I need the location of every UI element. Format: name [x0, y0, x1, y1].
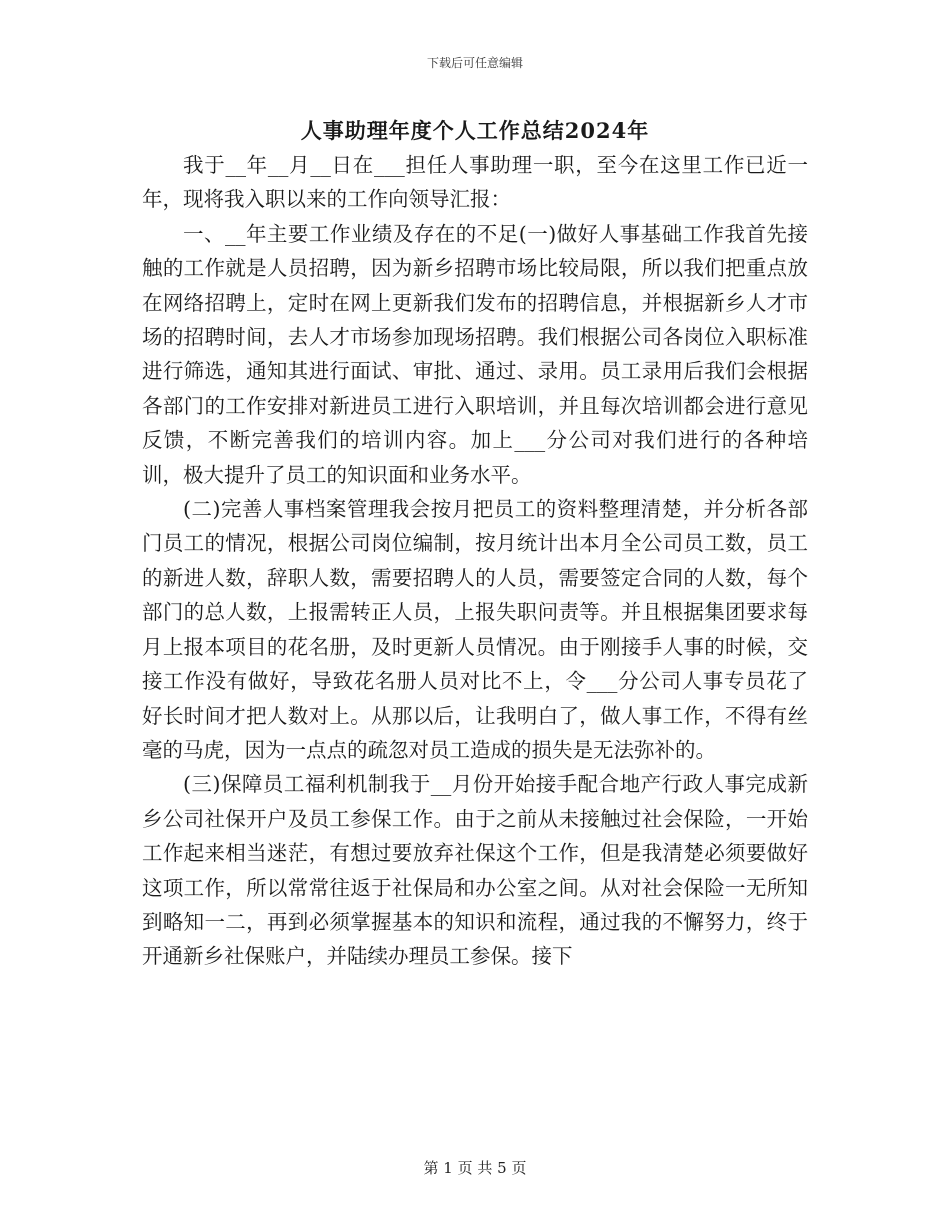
paragraph-archives: (二)完善人事档案管理我会按月把员工的资料整理清楚，并分析各部门员工的情况，根据公司岗位编制，按月统计出本月全公司员工数，员工的新进人数，辞职人数，需要招聘人的人员，需要签定合同的人数，每个部门的总人数，上报需转正人员，上报失职问责等。并且根据集团要求每月上报本项目的花名册，及时更新人员情况。由于刚接手人事的时候，交接工作没有做好，导致花名册人员对比不上，令___分公司人事专员花了好长时间才把人数对上。从那以后，让我明白了，做人事工作，不得有丝毫的马虎，因为一点点的疏忽对员工造成的损失是无法弥补的。: [142, 497, 808, 762]
document-body: [142, 148, 808, 974]
paragraph-intro: 我于__年__月__日在___担任人事助理一职，至今在这里工作已近一年，现将我入职以来的工作向领导汇报：: [142, 153, 808, 212]
page-header-note: 下载后可任意编辑: [426, 56, 523, 70]
document-title: 人事助理年度个人工作总结2024年: [300, 118, 650, 143]
paragraph-recruitment: 一、__年主要工作业绩及存在的不足(一)做好人事基础工作我首先接触的工作就是人员招聘，因为新乡招聘市场比较局限，所以我们把重点放在网络招聘上，定时在网上更新我们发布的招聘信息，并根据新乡人才市场的招聘时间，去人才市场参加现场招聘。我们根据公司各岗位入职标准进行筛选，通知其进行面试、审批、通过、录用。员工录用后我们会根据各部门的工作安排对新进员工进行入职培训，并且每次培训都会进行意见反馈，不断完善我们的培训内容。加上___分公司对我们进行的各种培训，极大提升了员工的知识面和业务水平。: [142, 221, 808, 487]
page-number-footer: 第 1 页 共 5 页: [423, 1159, 527, 1177]
paragraph-welfare: (三)保障员工福利机制我于__月份开始接手配合地产行政人事完成新乡公司社保开户及员工参保工作。由于之前从未接触过社会保险，一开始工作起来相当迷茫，有想过要放弃社保这个工作，但是我清楚必须要做好这项工作，所以常常往返于社保局和办公室之间。从对社会保险一无所知到略知一二，再到必须掌握基本的知识和流程，通过我的不懈努力，终于开通新乡社保账户，并陆续办理员工参保。接下: [142, 772, 808, 969]
